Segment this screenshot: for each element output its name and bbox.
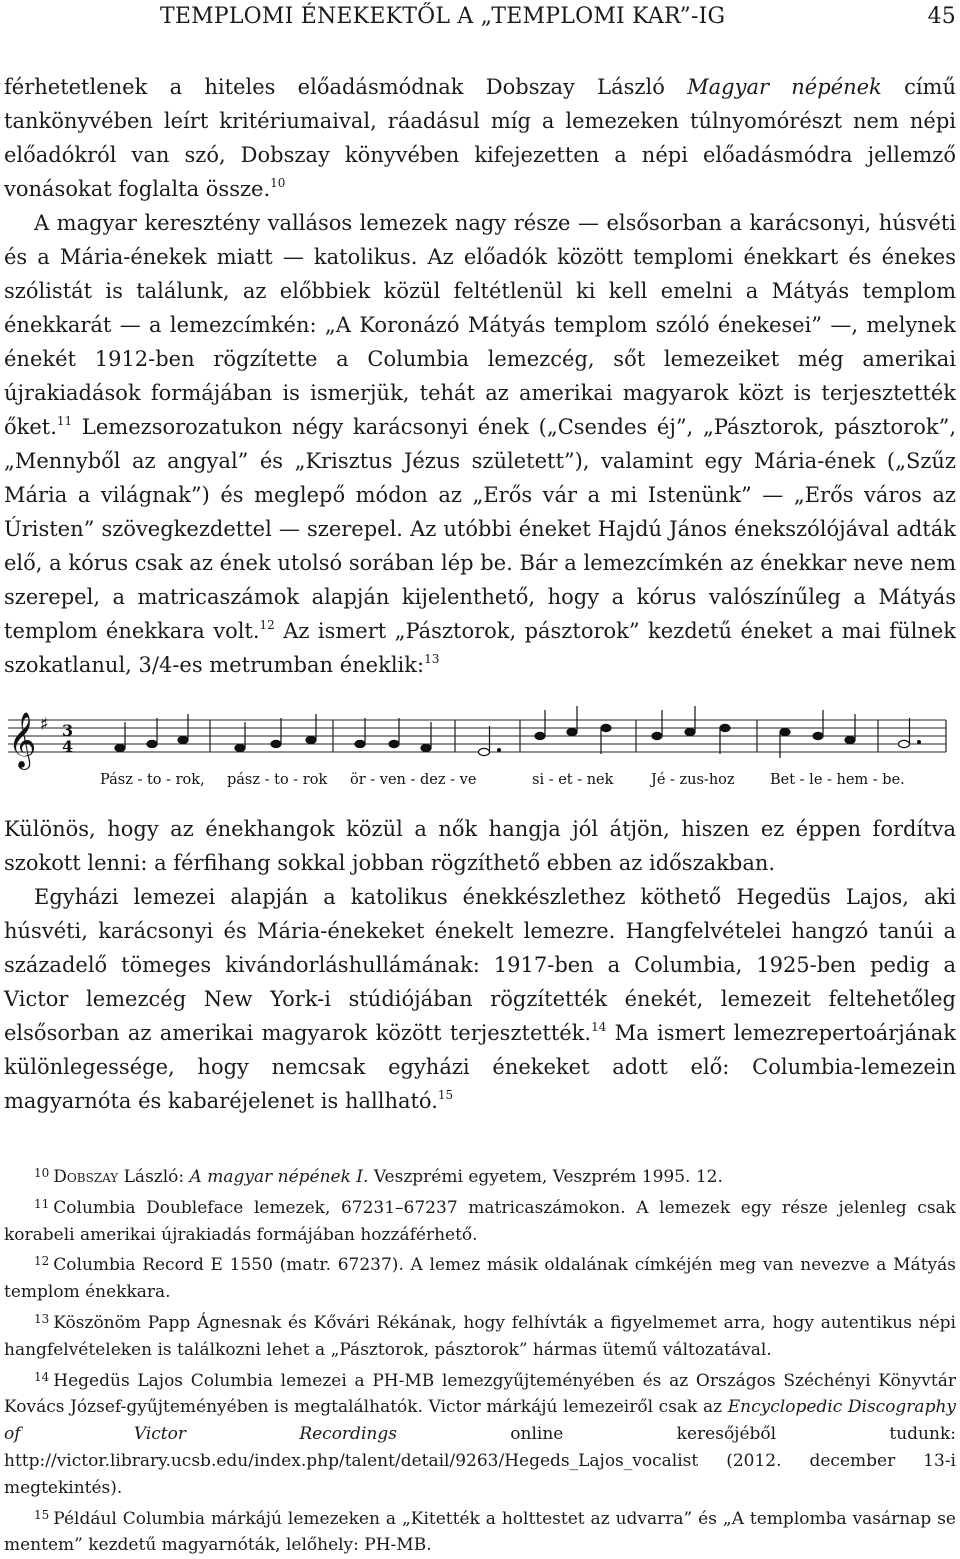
main-text-continued [4,812,956,1118]
footnote-number: 14 [34,1369,50,1384]
text: című tankönyvében leírt kritériumaival, ráadásul míg a lemezeken túlnyomórészt nem népi előadókról van szó, Dobszay könyvében kifejezetten a népi előadásmódra jellemző vonásokat foglalta össze. [4,75,956,201]
footnote-ref-10[interactable]: 10 [270,176,286,190]
text: A magyar keresztény vallásos lemezek nagy része — elsősorban a karácsonyi, húsvéti és a Mária-énekek miatt — katolikus. Az előadók között templomi énekkart és énekes szólistát is találunk, az előbbiek közül feltétlenül ki kell emelni a Mátyás templom énekkarát — a lemezcímkén: „A Koronázó Mátyás templom szóló énekesei” —, melynek énekét 1912-ben rögzítette a Columbia lemezcég, sőt lemezeiket még amerikai újrakiadások formájában is ismerjük, tehát az amerikai magyarok közt is terjesztették őket. [4,211,956,439]
lyric-4: si - et - nek [532,772,614,788]
treble-clef-icon [8,712,36,770]
book-title: Magyar népének [687,75,882,99]
lyric-1: Pász - to - rok, [100,772,205,788]
author-name: Dobszay [53,1167,119,1187]
footnote-number: 12 [34,1254,50,1269]
lyric-5: Jé - zus-hoz [651,772,735,788]
footnote-12 [4,1248,956,1306]
text: Egyházi lemezei alapján a katolikus énekkészlethez köthető Hegedüs Lajos, aki húsvéti, karácsonyi és Mária-énekeket énekelt lemezre. Hangfelvételei hangzó tanúi a századelő tömeges kivándorláshullámának: 1917-ben a Columbia, 1925-ben pedig a Victor lemezcég New York-i stúdiójában rögzítették énekét, lemezeit feltehetőleg elsősorban az amerikai magyarok között terjesztették. [4,885,956,1045]
text: Köszönöm Papp Ágnesnak és Kővári Rékának, hogy felhívták a figyelmemet arra, hogy autentikus népi hangfelvételeken is találkozni lehet a „Pásztorok, pásztorok” hármas ütemű változatával. [4,1312,956,1360]
book-title: A magyar népének I. [189,1167,369,1187]
paragraph-3: Különös, hogy az énekhangok közül a nők hangja jól átjön, hiszen ez éppen fordítva szokott lenni: a férfihang sokkal jobban rögzíthető ebben az időszakban. [4,817,956,875]
text: Columbia Record E 1550 (matr. 67237). A lemez másik oldalának címkéjén meg van nevezve a Mátyás templom énekkara. [4,1255,956,1303]
footnote-14 [4,1364,956,1502]
time-signature-bottom: 4 [62,737,74,756]
lyric-3: ör - ven - dez - ve [350,772,477,788]
text: Hegedüs Lajos Columbia lemezei a PH-MB lemezgyűjteményében és az Országos Széchényi Könyvtár Kovács József-gyűjteményében is megtalálhatók. Victor márkájú lemezeiről csak az [4,1370,956,1418]
text: László: [118,1167,190,1187]
paragraph-1 [4,70,956,206]
footnote-number: 13 [34,1311,50,1326]
footnote-10 [4,1160,956,1191]
footnote-ref-15[interactable]: 15 [437,1088,454,1102]
footnote-number: 15 [34,1507,50,1522]
text: Az ismert „Pásztorok, pásztorok” kezdetű éneket a mai fülnek szokatlanul, 3/4-es metrumban éneklik: [4,619,956,677]
footnote-ref-13[interactable]: 13 [424,652,440,666]
notes [115,706,920,758]
running-title: TEMPLOMI ÉNEKEKTŐL A „TEMPLOMI KAR”-IG [160,4,726,29]
footnote-13 [4,1306,956,1364]
svg-text:♯: ♯ [40,714,49,735]
running-header [0,4,960,32]
time-signature-top: 3 [62,721,74,740]
text: Columbia Doubleface lemezek, 67231–67237 matricaszámokon. A lemezek egy része jelenleg csak korabeli amerikai újrakiadás formájában hozzáférhető. [4,1197,956,1245]
sharp-icon [40,714,49,735]
lyric-6: Bet - le - hem - be. [770,772,905,788]
footnote-number: 11 [34,1196,50,1211]
paragraph-4 [4,880,956,1118]
lyrics [100,772,905,788]
footnote-ref-14[interactable]: 14 [591,1020,607,1034]
paragraph-2 [4,206,956,682]
text: férhetetlenek a hiteles előadásmódnak Dobszay László [4,75,688,99]
text: Lemezsorozatukon négy karácsonyi ének („Csendes éj”, „Pásztorok, pásztorok”, „Mennyből az angyal” és „Krisztus Jézus született”), valamint egy Mária-ének („Szűz Mária a világnak”) és meglepő módon az „Erős vár a mi Istenünk” — „Erős város az Úristen” szövegkezdettel — szerepel. Az utóbbi éneket Hajdú János énekszólójával adták elő, a kórus csak az ének utolsó sorában lép be. Bár a lemezcímkén az énekkar neve nem szerepel, a matricaszámok alapján kijelenthető, hogy a kórus valószínűleg a Mátyás templom énekkara volt. [4,415,956,643]
svg-text:𝄞: 𝄞 [8,712,37,768]
footnote-11 [4,1191,956,1249]
footnotes [4,1160,956,1559]
footnote-15 [4,1502,956,1559]
database-title: Encyclopedic Discography of Victor Recordings [4,1397,957,1445]
text: Ma ismert lemezrepertoárjának különlegessége, hogy nemcsak egyházi énekeket adott elő: Columbia-lemezein magyarnóta és kabaréjelenet is hallható. [4,1021,956,1113]
footnote-number: 10 [34,1166,50,1180]
music-notation [0,706,960,802]
text: Veszprémi egyetem, Veszprém 1995. 12. [368,1167,723,1187]
text: online keresőjéből tudunk: http://victor.library.ucsb.edu/index.php/talent/detail/9263/Hegeds_Lajos_vocalist (2012. december 13-i megtekintés). [4,1424,956,1498]
footnote-ref-11[interactable]: 11 [56,414,73,428]
footnote-ref-12[interactable]: 12 [259,618,275,632]
page-number: 45 [927,4,956,29]
text: Például Columbia márkájú lemezeken a „Kitették a holttestet az udvarra” és „A templomba vasárnap se mentem” kezdetű magyarnóták, lelőhely: PH-MB. [4,1508,956,1556]
lyric-2: pász - to - rok [227,772,328,788]
main-text [4,70,956,682]
